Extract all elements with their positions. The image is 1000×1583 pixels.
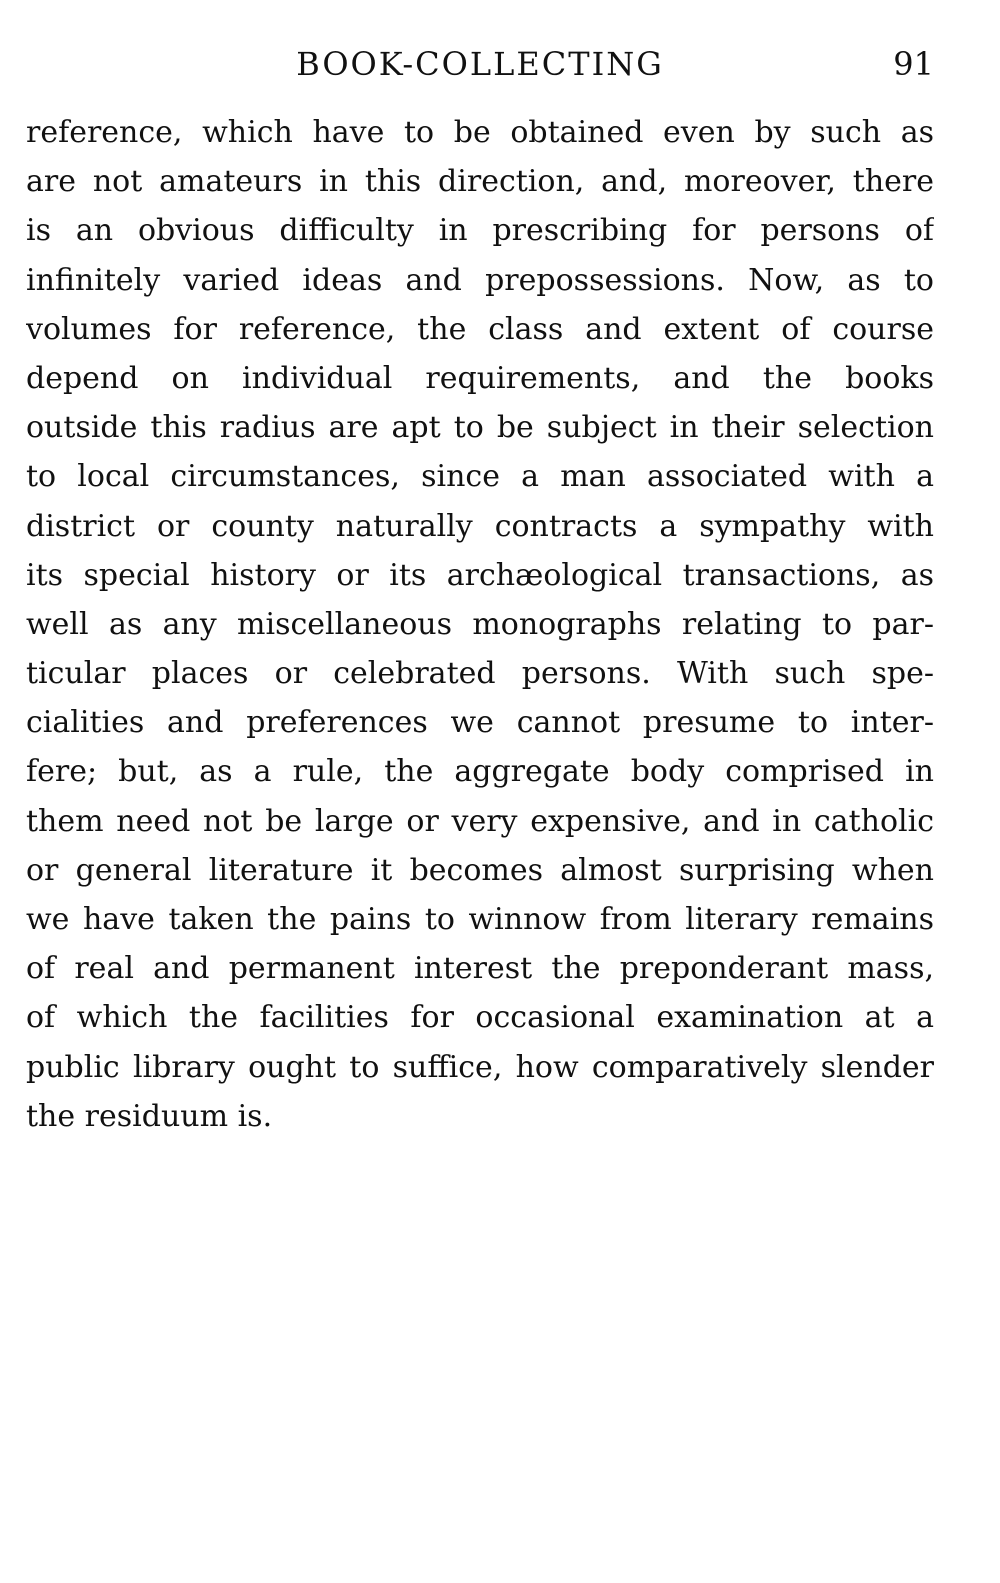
text-line: them need not be large or very expensive, and in catholic — [26, 803, 934, 839]
running-head: BOOK-COLLECTING — [296, 45, 664, 83]
text-line: public library ought to suffice, how comparatively slender — [26, 1049, 934, 1085]
text-line: fere; but, as a rule, the aggregate body comprised in — [26, 754, 934, 790]
text-line: to local circumstances, since a man associated with a — [26, 459, 934, 495]
text-line: reference, which have to be obtained even by such as — [26, 115, 934, 150]
text-line: is an obvious difficulty in prescribing for persons of — [26, 213, 934, 249]
body-paragraph — [26, 108, 934, 1141]
text-line: district or county naturally contracts a sympathy with — [26, 508, 934, 544]
page-number: 91 — [893, 45, 934, 83]
text-line: are not amateurs in this direction, and, moreover, there — [26, 164, 934, 200]
text-line: of which the facilities for occasional examination at a — [26, 1000, 934, 1036]
text-line: we have taken the pains to winnow from literary remains — [26, 902, 934, 937]
text-line: its special history or its archæological transactions, as — [26, 557, 934, 593]
text-line: well as any miscellaneous monographs relating to par- — [26, 606, 934, 642]
text-line: depend on individual requirements, and the books — [26, 360, 934, 396]
text-line: cialities and preferences we cannot presume to inter- — [26, 705, 934, 741]
text-line: the residuum is. — [26, 1098, 273, 1134]
text-line: of real and permanent interest the preponderant mass, — [26, 951, 934, 987]
text-line: or general literature it becomes almost surprising when — [26, 852, 934, 888]
text-line: volumes for reference, the class and extent of course — [26, 311, 934, 347]
text-line: infinitely varied ideas and prepossessions. Now, as to — [26, 262, 934, 298]
text-line: outside this radius are apt to be subject in their selection — [26, 410, 934, 446]
page-header — [26, 40, 934, 88]
text-line: ticular places or celebrated persons. With such spe- — [26, 656, 934, 692]
